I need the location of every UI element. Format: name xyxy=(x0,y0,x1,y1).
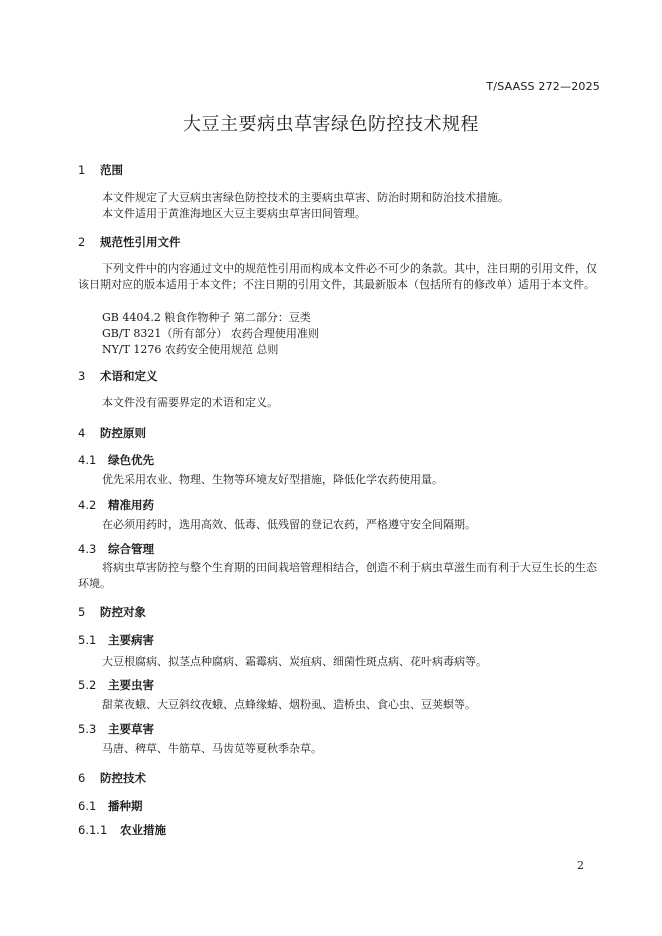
subsection-number: 4.3 xyxy=(78,542,97,556)
subsection-title: 主要病害 xyxy=(108,633,154,647)
subsection-4-2-heading xyxy=(78,497,154,513)
subsection-title: 主要草害 xyxy=(108,722,154,736)
section-number: 5 xyxy=(78,605,86,619)
subsection-title: 播种期 xyxy=(108,799,143,813)
reference-item: GB/T 8321（所有部分） 农药合理使用准则 xyxy=(102,327,319,340)
paragraph: 在必须用药时，选用高效、低毒、低残留的登记农药，严格遵守安全间隔期。 xyxy=(102,518,476,531)
section-3-heading xyxy=(78,368,158,384)
subsection-6-1-1-heading xyxy=(78,822,166,838)
section-number: 4 xyxy=(78,426,86,440)
section-title: 术语和定义 xyxy=(100,369,158,383)
section-number: 3 xyxy=(78,369,86,383)
paragraph: 本文件适用于黄淮海地区大豆主要病虫草害田间管理。 xyxy=(102,207,366,220)
standard-code: T/SAASS 272—2025 xyxy=(486,80,600,93)
subsection-number: 6.1.1 xyxy=(78,823,108,837)
paragraph: 优先采用农业、物理、生物等环境友好型措施，降低化学农药使用量。 xyxy=(102,473,443,486)
paragraph: 本文件没有需要界定的术语和定义。 xyxy=(102,396,278,409)
subsection-title: 综合管理 xyxy=(108,542,154,556)
subsection-title: 主要虫害 xyxy=(108,678,154,692)
subsection-4-1-heading xyxy=(78,452,154,468)
section-number: 2 xyxy=(78,235,86,249)
section-number: 1 xyxy=(78,163,86,177)
subsection-title: 精准用药 xyxy=(108,498,154,512)
section-number: 6 xyxy=(78,771,86,785)
section-title: 防控对象 xyxy=(100,605,146,619)
paragraph: 甜菜夜蛾、大豆斜纹夜蛾、点蜂缘蝽、烟粉虱、造桥虫、食心虫、豆荚螟等。 xyxy=(102,698,476,711)
subsection-title: 绿色优先 xyxy=(108,453,154,467)
subsection-number: 5.1 xyxy=(78,633,97,647)
subsection-number: 6.1 xyxy=(78,799,97,813)
subsection-5-3-heading xyxy=(78,721,154,737)
paragraph: 将病虫草害防控与整个生育期的田间栽培管理相结合，创造不利于病虫草滋生而有利于大豆生长的生态环境。 xyxy=(78,561,597,590)
section-1-heading xyxy=(78,162,123,178)
document-title: 大豆主要病虫草害绿色防控技术规程 xyxy=(183,114,479,135)
subsection-5-1-heading xyxy=(78,632,154,648)
reference-item: GB 4404.2 粮食作物种子 第二部分：豆类 xyxy=(102,311,311,324)
section-5-heading xyxy=(78,604,146,620)
subsection-number: 5.3 xyxy=(78,722,97,736)
section-6-heading xyxy=(78,770,146,786)
subsection-6-1-heading xyxy=(78,798,143,814)
subsection-number: 4.1 xyxy=(78,453,97,467)
section-title: 防控技术 xyxy=(100,771,146,785)
section-title: 防控原则 xyxy=(100,426,146,440)
section-2-heading xyxy=(78,234,181,250)
subsection-number: 4.2 xyxy=(78,498,97,512)
subsection-number: 5.2 xyxy=(78,678,97,692)
paragraph: 本文件规定了大豆病虫害绿色防控技术的主要病虫草害、防治时期和防治技术措施。 xyxy=(102,191,509,204)
paragraph: 大豆根腐病、拟茎点种腐病、霜霉病、炭疽病、细菌性斑点病、花叶病毒病等。 xyxy=(102,655,487,668)
section-title: 规范性引用文件 xyxy=(100,235,181,249)
page-number: 2 xyxy=(577,859,584,872)
section-4-heading xyxy=(78,425,146,441)
section-title: 范围 xyxy=(100,163,123,177)
subsection-4-3-heading xyxy=(78,541,154,557)
paragraph: 下列文件中的内容通过文中的规范性引用而构成本文件必不可少的条款。其中，注日期的引用文件，仅该日期对应的版本适用于本文件；不注日期的引用文件，其最新版本（包括所有的修改单）适用于本文件。 xyxy=(78,262,597,291)
subsection-title: 农业措施 xyxy=(120,823,166,837)
subsection-5-2-heading xyxy=(78,677,154,693)
reference-item: NY/T 1276 农药安全使用规范 总则 xyxy=(102,343,279,356)
paragraph: 马唐、稗草、牛筋草、马齿苋等夏秋季杂草。 xyxy=(102,742,322,755)
